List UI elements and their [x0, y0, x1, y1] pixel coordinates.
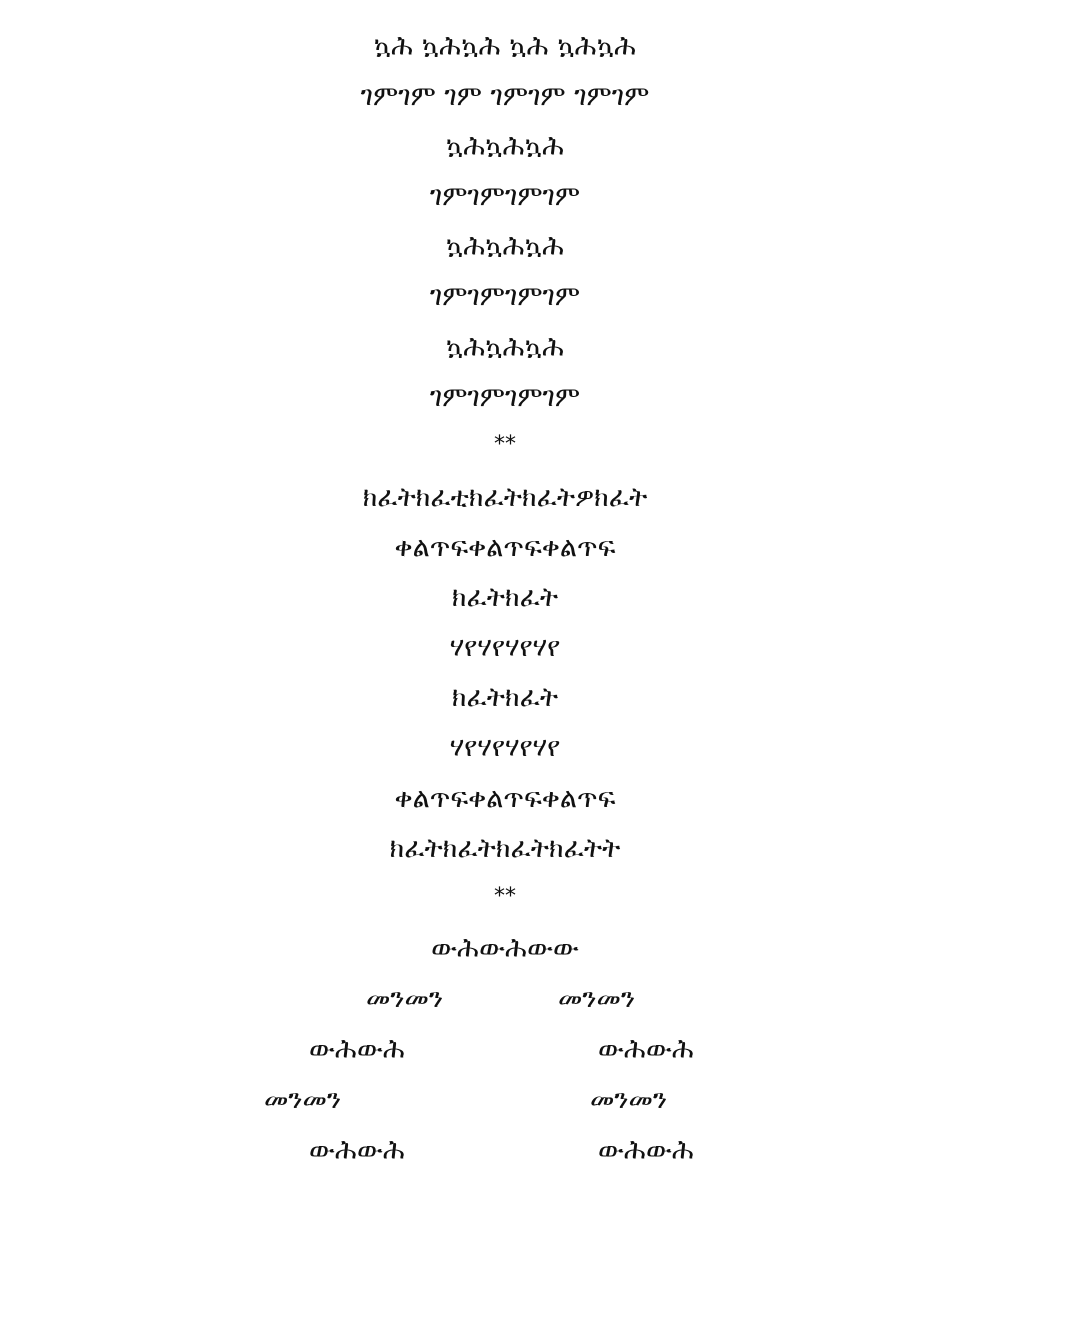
stanza3-left-line-2: ውሕውሕ	[309, 1034, 406, 1065]
stanza3-left-line-4: ውሕውሕ	[309, 1135, 406, 1166]
stanza2-line-4: ሃየሃየሃየሃየ	[449, 632, 561, 663]
stanza2-line-7: ቀልጥፍቀልጥፍቀልጥፍ	[394, 783, 616, 814]
stanza3-right-line-4: ውሕውሕ	[598, 1135, 695, 1166]
stanza2-line-5: ክፈትክፈት	[451, 682, 559, 713]
stanza3-left-line-1: መንመን	[366, 983, 444, 1014]
stanza1-line-2: ገምገም ገም ገምገም ገምገም	[360, 81, 650, 112]
stanza2-line-1: ክፈትክፈቲክፈትክፈትዎክፈት	[362, 482, 648, 513]
stanza1-line-8: ገምገምገምገም	[429, 382, 581, 413]
stanza3-right-line-1: መንመን	[558, 983, 636, 1014]
stanza-separator-1: **	[494, 432, 516, 457]
stanza1-line-6: ገምገምገምገም	[429, 281, 581, 312]
stanza1-line-1: ኳሕ ኳሕኳሕ ኳሕ ኳሕኳሕ	[373, 31, 637, 62]
stanza1-line-5: ኳሕኳሕኳሕ	[445, 231, 565, 262]
stanza1-line-4: ገምገምገምገም	[429, 181, 581, 212]
stanza1-line-3: ኳሕኳሕኳሕ	[445, 131, 565, 162]
stanza3-left-line-3: መንመን	[264, 1084, 342, 1115]
stanza2-line-6: ሃየሃየሃየሃየ	[449, 732, 561, 763]
stanza-separator-2: **	[494, 884, 516, 909]
stanza3-right-line-2: ውሕውሕ	[598, 1034, 695, 1065]
stanza3-right-line-3: መንመን	[590, 1084, 668, 1115]
stanza3-title-line: ውሕውሕውው	[431, 933, 579, 964]
stanza2-line-8: ክፈትክፈትክፈትክፈትት	[389, 833, 621, 864]
stanza2-line-2: ቀልጥፍቀልጥፍቀልጥፍ	[394, 532, 616, 563]
stanza2-line-3: ክፈትክፈት	[451, 582, 559, 613]
stanza1-line-7: ኳሕኳሕኳሕ	[445, 332, 565, 363]
